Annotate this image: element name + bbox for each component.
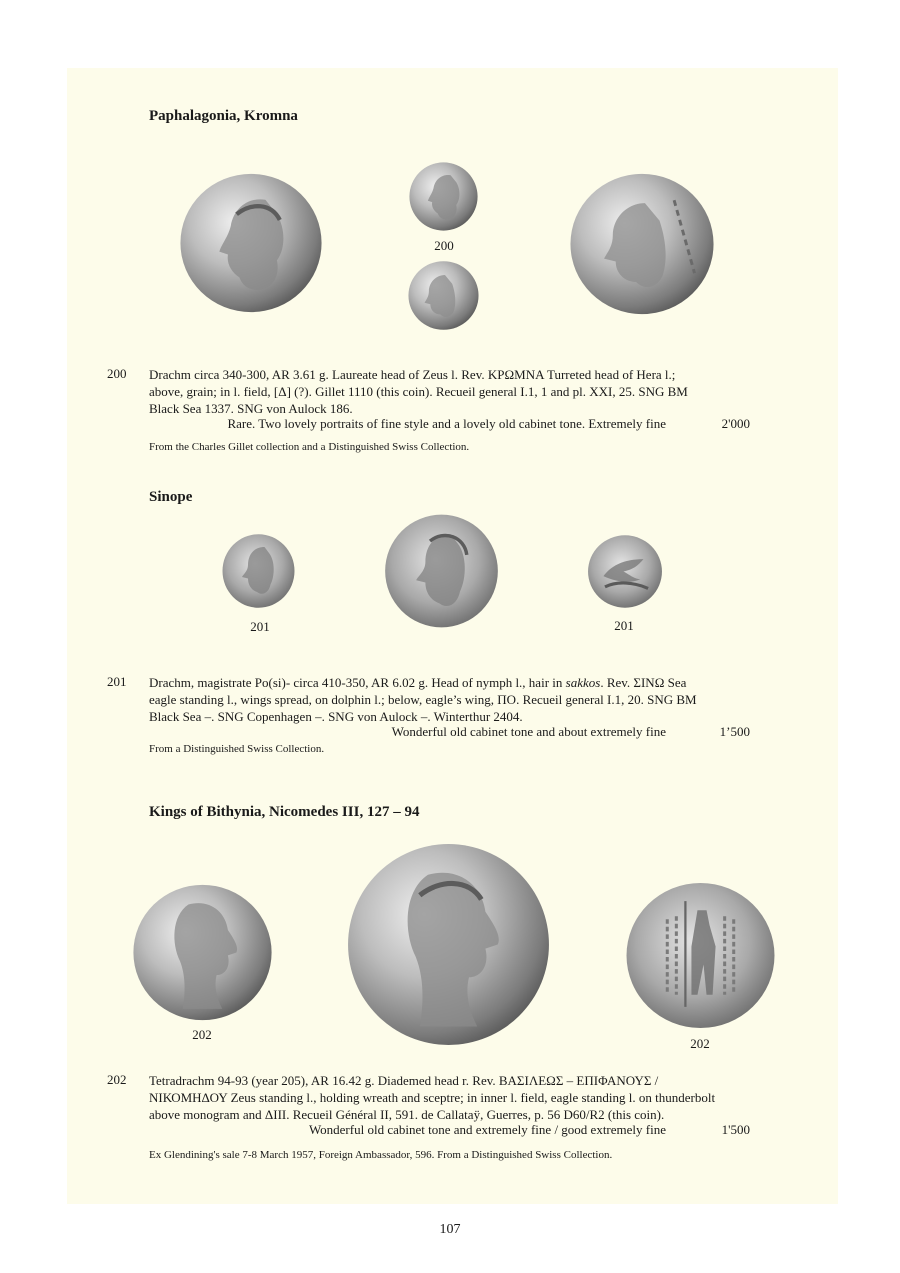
lot-description: Tetradrachm 94-93 (year 205), AR 16.42 g. Diademed head r. Rev. ΒΑΣΙΛΕΩΣ – ΕΠΙΦΑΝΟΥΣ / ΝΙΚΟΜΗΔΟΥ Zeus standing l., holding wreath and sceptre; in inner l. field, eagle standing l. on thunderbolt above monogram and ΔΙΙΙ. Recueil Général II, 591. de Callataÿ, Guerres, p. 56 D60/R2 (this coin). xyxy=(149,1073,716,1122)
figure-label: 200 xyxy=(434,238,454,253)
coin-nymph-head-small xyxy=(221,531,296,611)
coin-hera-head-large xyxy=(567,171,717,317)
figure-label: 202 xyxy=(192,1027,212,1042)
coin-hera-head-small xyxy=(406,259,481,332)
lot-verdict: Wonderful old cabinet tone and extremely fine / good extremely fine xyxy=(308,1122,666,1137)
coin-zeus-head-large xyxy=(178,171,324,315)
lot-price: 2'000 xyxy=(721,416,750,431)
coin-sea-eagle-reverse xyxy=(585,533,665,610)
lot-provenance: From a Distinguished Swiss Collection. xyxy=(149,743,325,755)
coin-nicomedes-head-large xyxy=(332,842,565,1047)
coin-zeus-head-small xyxy=(408,161,479,232)
figure-label: 201 xyxy=(614,618,634,633)
lot-description: Drachm circa 340-300, AR 3.61 g. Laureate head of Zeus l. Rev. ΚΡΩΜΝΑ Turreted head of Hera l.; above, grain; in l. field, [Δ] (?). Gillet 1110 (this coin). Recueil general I.1, 1 and pl. XXI, 25. SNG BM Black Sea 1337. SNG von Aulock 186. xyxy=(149,367,688,416)
lot-provenance: From the Charles Gillet collection and a Distinguished Swiss Collection. xyxy=(149,441,470,453)
lot-number: 200 xyxy=(107,366,127,381)
lot-verdict: Rare. Two lovely portraits of fine style and a lovely old cabinet tone. Extremely fine xyxy=(227,416,666,431)
lot-provenance: Ex Glendining's sale 7-8 March 1957, Foreign Ambassador, 596. From a Distinguished Swiss Collection. xyxy=(149,1149,613,1161)
coin-nymph-head-large xyxy=(384,512,499,630)
lot-price: 1’500 xyxy=(719,724,750,739)
figure-label: 202 xyxy=(690,1036,710,1051)
lot-verdict: Wonderful old cabinet tone and about extremely fine xyxy=(391,724,666,739)
coin-zeus-standing-reverse xyxy=(624,880,777,1031)
section-heading-bithynia: Kings of Bithynia, Nicomedes III, 127 – 94 xyxy=(149,804,420,820)
lot-price: 1'500 xyxy=(721,1122,750,1137)
page-number: 107 xyxy=(439,1222,461,1237)
section-heading-kromna: Paphalagonia, Kromna xyxy=(149,108,298,124)
lot-description: Drachm, magistrate Po(si)- circa 410-350, AR 6.02 g. Head of nymph l., hair in sakkos. Rev. ΣΙΝΩ Sea eagle standing l., wings spread, on dolphin l.; below, eagle’s wing, ΠΟ. Recueil general I.1, 20. SNG BM Black Sea –. SNG Copenhagen –. SNG von Aulock –. Winterthur 2404. xyxy=(149,675,697,724)
section-heading-sinope: Sinope xyxy=(149,489,193,505)
lot-number: 201 xyxy=(107,674,127,689)
coin-nicomedes-head-small xyxy=(124,882,281,1023)
figure-label: 201 xyxy=(250,619,270,634)
lot-number: 202 xyxy=(107,1072,127,1087)
